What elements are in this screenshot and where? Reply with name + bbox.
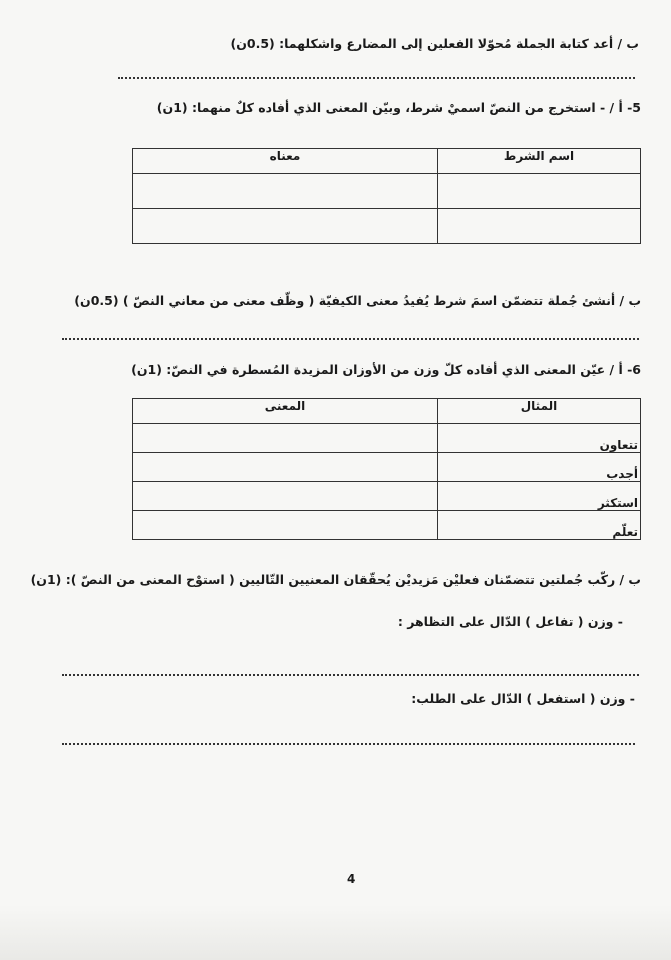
table-cell[interactable]: [438, 174, 641, 209]
question-6b: ب / ركّب جُملتين تتضمّنان فعليْن مَزيديْن يُحقّقان المعنيين التّاليين ( استوْح المعنى من النصّ ): (1ن): [30, 572, 641, 587]
question-6a: 6- أ / عيّن المعنى الذي أفاده كلّ وزن من الأوزان المزيدة المُسطرة في النصّ: (1ن): [131, 362, 641, 377]
header-maanah: معناه: [133, 149, 438, 174]
answer-line[interactable]: [118, 77, 635, 79]
shart-table: [132, 148, 641, 244]
table-cell[interactable]: [133, 174, 438, 209]
awzan-table: [132, 398, 641, 540]
table-row-example: استكثر: [438, 482, 641, 511]
item-tafaal: - وزن ( تفاعل ) الدّال على التظاهر :: [397, 614, 623, 629]
table-row-example: تتعاون: [438, 424, 641, 453]
answer-line[interactable]: [62, 338, 639, 340]
header-mithal: المثال: [438, 399, 641, 424]
table-row-example: أجدب: [438, 453, 641, 482]
header-maana: المعنى: [133, 399, 438, 424]
answer-line[interactable]: [62, 743, 635, 745]
table-cell[interactable]: [133, 482, 438, 511]
item-istafal: - وزن ( استفعل ) الدّال على الطلب:: [411, 691, 635, 706]
table-row-example: تعلّم: [438, 511, 641, 540]
table-cell[interactable]: [133, 424, 438, 453]
answer-line[interactable]: [62, 674, 639, 676]
table-cell[interactable]: [133, 511, 438, 540]
page-number: 4: [347, 872, 356, 886]
question-4b: ب / أعد كتابة الجملة مُحوّلا الفعلين إلى المضارع واشكلهما: (0.5ن): [230, 36, 639, 51]
page-bottom-shadow: [0, 905, 671, 960]
question-5b: ب / أنشئ جُملة تتضمّن اسمَ شرط يُفيدُ معنى الكيفيّة ( وظّف معنى من معاني النصّ ) (0.5ن): [74, 293, 641, 308]
table-cell[interactable]: [438, 209, 641, 244]
table-cell[interactable]: [133, 453, 438, 482]
table-cell[interactable]: [133, 209, 438, 244]
header-ism-shart: اسم الشرط: [438, 149, 641, 174]
question-5a: 5- أ / - استخرج من النصّ اسميْ شرط، وبيّن المعنى الذي أفاده كلٌ منهما: (1ن): [156, 100, 641, 115]
